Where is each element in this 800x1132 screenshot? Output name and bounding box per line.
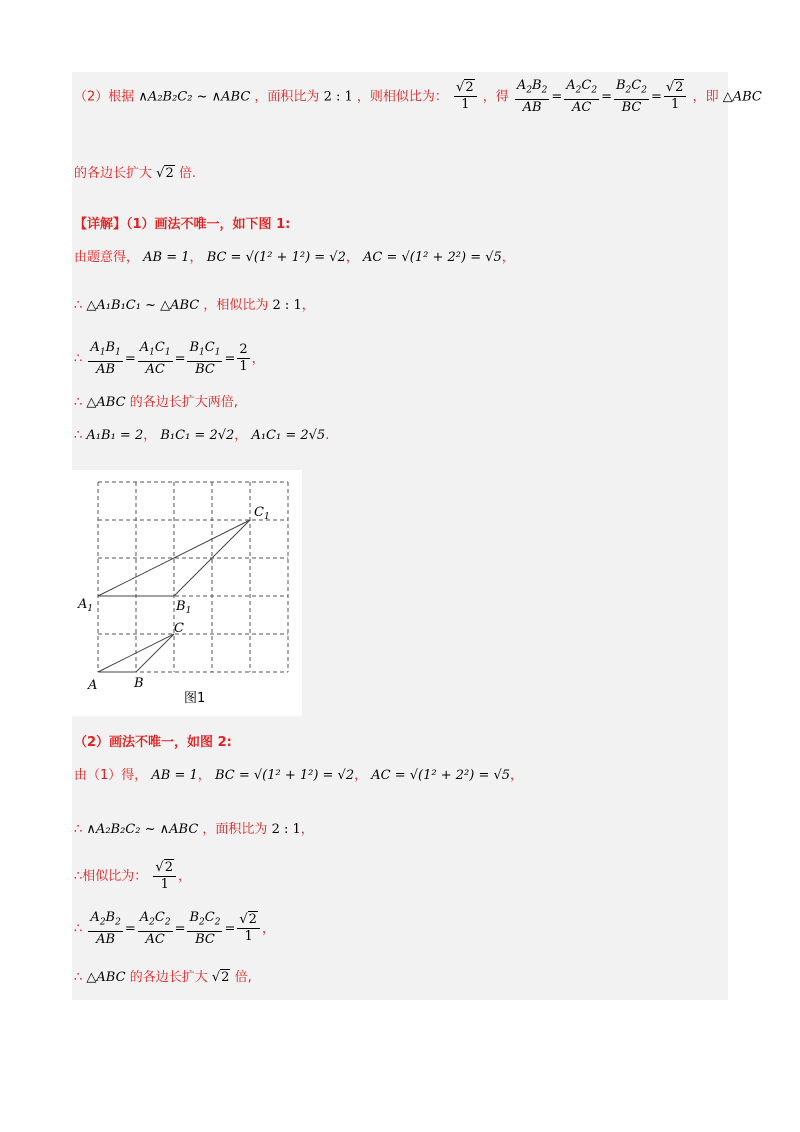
ac-eq: AC = √(1² + 2²) = √5 xyxy=(363,250,502,265)
intro-frac-a2c2-ac: $\frac{A_2C_2}{AC}$ xyxy=(566,78,598,115)
step2-text: （2）画法不唯一，如图 2: xyxy=(74,735,232,750)
intro-line-1: （2）根据 ∧A₂B₂C₂ ~ ∧ABC ，面积比为 2 : 1 ，则相似比为： $\frac{√2}{1}$ ，得 $\frac{A_2B_2}{AB}$ = $\frac{A_2C_2}{AC}$ = $\frac{B_2C_2}{BC}$ = $\frac{√2}{1}$ ，即 △ABC xyxy=(74,78,762,115)
intro-sqrt2: √2 xyxy=(156,166,174,181)
therefore-sym-4: ∴ xyxy=(74,428,83,443)
expand-abc: △ABC xyxy=(86,395,126,410)
label-c1: $C_1$ xyxy=(254,505,270,522)
therefore-sym-1: ∴ xyxy=(74,298,83,313)
intro-line-2 xyxy=(74,162,196,181)
frac-a2b2-ab: $\frac{A_2B_2}{AB}$ xyxy=(90,910,121,947)
grid-figure-svg xyxy=(72,470,302,716)
intro-ratio: 2 : 1 xyxy=(323,89,353,105)
label-a: A xyxy=(88,678,98,693)
ab-eq: AB = 1 xyxy=(143,250,190,265)
intro-line2-suffix: 倍. xyxy=(178,166,197,181)
sim2-expr: ∧A₂B₂C₂ ~ ∧ABC xyxy=(86,822,199,837)
therefore-sym-3: ∴ xyxy=(74,395,83,410)
intro-frac-sqrt2-1b: $\frac{√2}{1}$ xyxy=(664,80,687,113)
expand2-suffix: 倍, xyxy=(234,970,252,985)
given-line: 由题意得， AB = 1， BC = √(1² + 1²) = √2， AC = √(1² + 2²) = √5， xyxy=(74,250,515,265)
intro-frac-sqrt2-over-1: $\frac{√2}{1}$ xyxy=(454,80,477,113)
bc-eq-2: BC = √(1² + 1²) = √2 xyxy=(214,768,355,783)
lengths-line: ∴ A₁B₁ = 2， B₁C₁ = 2√2， A₁C₁ = 2√5. xyxy=(74,428,330,443)
detail-step1: （1）画法不唯一，如下图 1: xyxy=(126,217,291,232)
frac1-line: ∴ $\frac{A_1B_1}{AB}$ = $\frac{A_1C_1}{AC}$ = $\frac{B_1C_1}{BC}$ = $\frac{2}{1}$ ， xyxy=(74,340,265,377)
intro-de: ，得 xyxy=(482,89,509,105)
step2-line xyxy=(74,731,232,750)
therefore-sym-7: ∴ xyxy=(74,970,83,985)
frac-b1c1-bc: $\frac{B_1C_1}{BC}$ xyxy=(189,340,221,377)
a1b1-eq: A₁B₁ = 2 xyxy=(86,428,144,443)
sim-ratio-line: ∴相似比为： $\frac{√2}{1}$ ， xyxy=(74,860,192,892)
frac-sqrt2-1-c: $\frac{√2}{1}$ xyxy=(237,912,260,945)
therefore-sym-6: ∴ xyxy=(74,921,83,937)
expand-two-text: 的各边长扩大两倍, xyxy=(129,395,238,410)
expand-two-line xyxy=(74,391,238,410)
a1c1-eq: A₁C₁ = 2√5 xyxy=(251,428,326,443)
frac2-line: ∴ $\frac{A_2B_2}{AB}$ = $\frac{A_2C_2}{AC}$ = $\frac{B_2C_2}{BC}$ = $\frac{√2}{1}$ ， xyxy=(74,910,275,947)
frac-a2c2-ac: $\frac{A_2C_2}{AC}$ xyxy=(139,910,171,947)
figure-caption: 图1 xyxy=(184,691,206,706)
frac-b2c2-bc: $\frac{B_2C_2}{BC}$ xyxy=(189,910,221,947)
label-b1: $B_1$ xyxy=(176,599,192,616)
expand2-sqrt2: √2 xyxy=(211,970,230,985)
label-a1: $A_1$ xyxy=(78,597,94,614)
from1-line: 由（1）得， AB = 1， BC = √(1² + 1²) = √2， AC = √(1² + 2²) = √5， xyxy=(74,768,524,783)
bc-eq: BC = √(1² + 1²) = √2 xyxy=(206,250,346,265)
ab-eq-2: AB = 1 xyxy=(151,768,198,783)
sim-ratio-label: ∴相似比为： xyxy=(74,869,148,884)
from1-label: 由（1）得， xyxy=(74,768,148,783)
sim-ratio-frac: $\frac{√2}{1}$ xyxy=(153,860,176,893)
sim2-area-text: ，面积比为 xyxy=(202,822,268,837)
intro-area-text: ，面积比为 xyxy=(254,89,320,105)
expand2-text: 的各边长扩大 xyxy=(129,970,208,985)
intro-frac-a2b2-ab: $\frac{A_2B_2}{AB}$ xyxy=(516,78,548,115)
intro-abc: △ABC xyxy=(722,89,762,105)
b1c1-eq: B₁C₁ = 2√2 xyxy=(160,428,235,443)
expand-sqrt2-line xyxy=(74,966,252,985)
therefore-sym-5: ∴ xyxy=(74,822,83,837)
sim2-line: ∴ ∧A₂B₂C₂ ~ ∧ABC ，面积比为 2 : 1， xyxy=(74,822,314,837)
detail-label: 【详解】 xyxy=(74,217,127,232)
sim1-ratio: 2 : 1 xyxy=(272,298,302,313)
frac-a1c1-ac: $\frac{A_1C_1}{AC}$ xyxy=(139,340,171,377)
sim1-expr: △A₁B₁C₁ ~ △ABC xyxy=(86,298,200,313)
intro-line2-prefix: 的各边长扩大 xyxy=(74,166,153,181)
frac-2-1: $\frac{2}{1}$ xyxy=(239,342,248,375)
intro-sim-ratio-text: ，则相似比为： xyxy=(356,89,448,105)
intro-ji: ，即 xyxy=(692,89,719,105)
intro-similar: ∧A₂B₂C₂ ~ ∧ABC xyxy=(138,89,251,105)
expand2-abc: △ABC xyxy=(86,970,126,985)
given-label: 由题意得， xyxy=(74,250,140,265)
therefore-sym-2: ∴ xyxy=(74,351,83,367)
ac-eq-2: AC = √(1² + 2²) = √5 xyxy=(371,768,511,783)
label-c: C xyxy=(174,621,184,636)
sim1-ratio-text: ，相似比为 xyxy=(203,298,269,313)
intro-frac-b2c2-bc: $\frac{B_2C_2}{BC}$ xyxy=(615,78,647,115)
intro-prefix: （2）根据 xyxy=(74,89,135,105)
frac-a1b1-ab: $\frac{A_1B_1}{AB}$ xyxy=(90,340,121,377)
sim1-line: ∴ △A₁B₁C₁ ~ △ABC ，相似比为 2 : 1， xyxy=(74,298,315,313)
detail-header xyxy=(74,213,290,232)
figure-1 xyxy=(72,470,302,716)
sim2-ratio: 2 : 1 xyxy=(271,822,301,837)
label-b: B xyxy=(134,676,144,691)
